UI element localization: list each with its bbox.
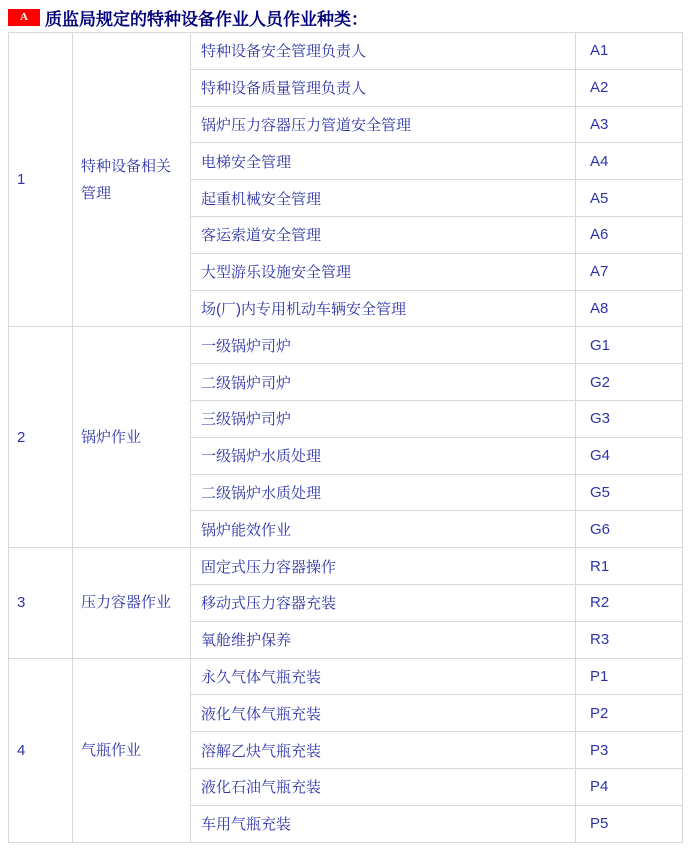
job-title-cell: 特种设备安全管理负责人 [191,33,576,70]
job-title-cell: 一级锅炉司炉 [191,327,576,364]
code-cell: G5 [576,474,683,511]
code-cell: A4 [576,143,683,180]
section-category: 压力容器作业 [73,548,191,658]
table-row [9,327,683,364]
job-title-cell: 锅炉能效作业 [191,511,576,548]
job-title-cell: 二级锅炉水质处理 [191,474,576,511]
code-cell: G2 [576,364,683,401]
code-cell: A6 [576,216,683,253]
job-title-cell: 车用气瓶充装 [191,805,576,842]
table-row [9,33,683,70]
code-cell: A2 [576,69,683,106]
code-cell: P3 [576,732,683,769]
job-title-cell: 客运索道安全管理 [191,216,576,253]
job-title-cell: 固定式压力容器操作 [191,548,576,585]
code-cell: G1 [576,327,683,364]
code-cell: P4 [576,768,683,805]
code-cell: G3 [576,400,683,437]
code-cell: A8 [576,290,683,327]
section-number: 2 [9,327,73,548]
code-cell: G4 [576,437,683,474]
code-cell: P2 [576,695,683,732]
code-cell: P1 [576,658,683,695]
job-title-cell: 电梯安全管理 [191,143,576,180]
section-category: 锅炉作业 [73,327,191,548]
section-number: 4 [9,658,73,842]
section-category: 气瓶作业 [73,658,191,842]
code-cell: P5 [576,805,683,842]
code-cell: G6 [576,511,683,548]
job-title-cell: 一级锅炉水质处理 [191,437,576,474]
job-title-cell: 溶解乙炔气瓶充装 [191,732,576,769]
code-cell: R3 [576,621,683,658]
header [8,9,689,29]
job-title-cell: 场(厂)内专用机动车辆安全管理 [191,290,576,327]
code-cell: R2 [576,584,683,621]
job-title-cell: 液化石油气瓶充装 [191,768,576,805]
job-title-cell: 锅炉压力容器压力管道安全管理 [191,106,576,143]
section-number: 1 [9,33,73,327]
job-title-cell: 氧舱维护保养 [191,621,576,658]
table-body [9,33,683,843]
job-title-cell: 二级锅炉司炉 [191,364,576,401]
job-title-cell: 特种设备质量管理负责人 [191,69,576,106]
job-title-cell: 永久气体气瓶充装 [191,658,576,695]
code-cell: R1 [576,548,683,585]
code-cell: A1 [576,33,683,70]
categories-table [8,32,683,843]
table-row [9,658,683,695]
section-number: 3 [9,548,73,658]
code-cell: A5 [576,180,683,217]
code-cell: A3 [576,106,683,143]
job-title-cell: 液化气体气瓶充装 [191,695,576,732]
section-category: 特种设备相关管理 [73,33,191,327]
job-title-cell: 起重机械安全管理 [191,180,576,217]
table-row [9,548,683,585]
section-badge: A [8,9,40,26]
job-title-cell: 大型游乐设施安全管理 [191,253,576,290]
job-title-cell: 三级锅炉司炉 [191,400,576,437]
job-title-cell: 移动式压力容器充装 [191,584,576,621]
page-title: 质监局规定的特种设备作业人员作业种类： [45,10,368,29]
code-cell: A7 [576,253,683,290]
